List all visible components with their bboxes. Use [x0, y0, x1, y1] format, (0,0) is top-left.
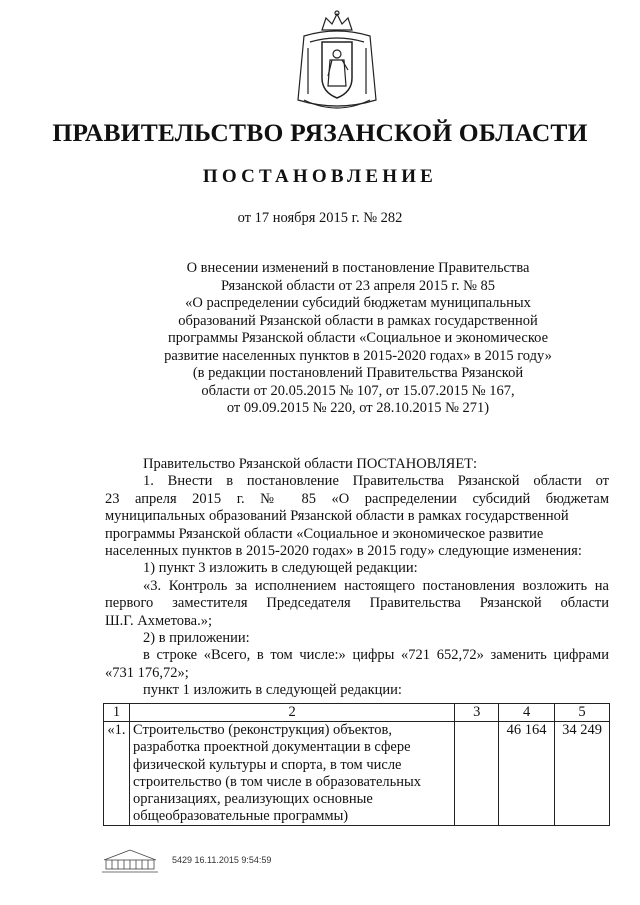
table-row: [104, 722, 610, 826]
resolution-preamble: Правительство Рязанской области ПОСТАНОВЛЯЕТ:: [143, 456, 478, 472]
body-line: населенных пунктов в 2015-2020 годах» в 2015 году» следующие изменения:: [105, 543, 582, 560]
subject-line: (в редакции постановлений Правительства Рязанской: [192, 365, 524, 381]
body-line: муниципальных образований Рязанской области в рамках государственной: [105, 508, 569, 525]
table-header-cell: 3: [455, 704, 499, 722]
subject-line: образований Рязанской области в рамках государственной: [178, 312, 538, 329]
ryazan-coat-of-arms-icon: [292, 8, 382, 114]
table-header-cell: 5: [555, 704, 610, 722]
registration-footer: [100, 846, 360, 876]
table-cell-line: организациях, реализующих основные: [132, 791, 373, 808]
table-cell-line: Строительство (реконструкция) объектов,: [132, 722, 392, 739]
body-line: в строке «Всего, в том числе:» цифры «721 652,72» заменить цифрами: [143, 647, 609, 664]
registry-building-stamp-icon: [100, 846, 160, 874]
body-line: 2) в приложении:: [143, 630, 250, 647]
table-header-cell: 1: [104, 704, 130, 722]
table-cell-col4: 46 164: [499, 722, 555, 826]
table-cell-col5: 34 249: [555, 722, 610, 826]
body-line: «731 176,72»;: [105, 664, 189, 681]
subject-line: Рязанской области от 23 апреля 2015 г. № 85: [220, 277, 496, 294]
table-header-cell: 2: [129, 704, 454, 722]
table-header-cell: 4: [499, 704, 555, 722]
table-cell-number: «1.: [104, 722, 130, 826]
table-cell-col3: [455, 722, 499, 826]
table-cell-line: строительство (в том числе в образовательных: [132, 773, 421, 790]
table-cell-line: физической культуры и спорта, в том числе: [132, 756, 402, 773]
body-line: «3. Контроль за исполнением настоящего постановления возложить на: [143, 577, 609, 594]
subject-line: программы Рязанской области «Социальное и экономическое: [167, 330, 549, 346]
appendix-table: [103, 703, 610, 826]
subject-line: «О распределении субсидий бюджетам муниципальных: [185, 295, 531, 311]
body-line: программы Рязанской области «Социальное и экономическое развитие: [105, 525, 544, 542]
document-body: [105, 456, 609, 700]
organization-title: ПРАВИТЕЛЬСТВО РЯЗАНСКОЙ ОБЛАСТИ: [52, 118, 588, 147]
document-date-number: от 17 ноября 2015 г. № 282: [237, 210, 403, 226]
body-line: пункт 1 изложить в следующей редакции:: [143, 682, 402, 699]
table-cell-name: [129, 722, 454, 826]
registration-number: 5429 16.11.2015 9:54:59: [172, 855, 272, 865]
table-header-row: [104, 704, 610, 722]
document-subject: [150, 260, 566, 418]
body-line: Ш.Г. Ахметова.»;: [105, 612, 212, 629]
table-cell-line: общеобразовательные программы): [132, 808, 349, 825]
table-cell-line: разработка проектной документации в сфере: [132, 739, 411, 756]
body-line: 1) пункт 3 изложить в следующей редакции:: [143, 560, 418, 577]
subject-line: О внесении изменений в постановление Правительства: [186, 260, 530, 276]
body-line: 23 апреля 2015 г. № 85 «О распределении субсидий бюджетам: [105, 490, 609, 507]
subject-line: от 09.09.2015 № 220, от 28.10.2015 № 271): [226, 400, 490, 416]
document-type: ПОСТАНОВЛЕНИЕ: [202, 166, 438, 187]
subject-line: области от 20.05.2015 № 107, от 15.07.2015 № 167,: [201, 382, 515, 399]
subject-line: развитие населенных пунктов в 2015-2020 годах» в 2015 году»: [164, 347, 552, 364]
body-line: первого заместителя Председателя Правительства Рязанской области: [105, 595, 609, 612]
body-line: 1. Внести в постановление Правительства Рязанской области от: [143, 473, 609, 490]
